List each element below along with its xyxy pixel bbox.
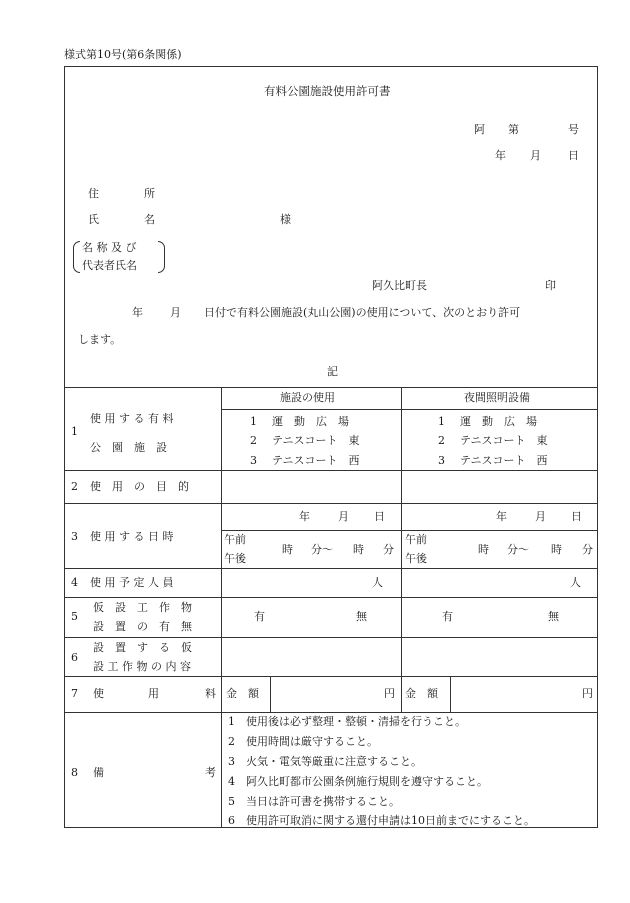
note-2: 2 使用時間は厳守すること。 [228,735,378,748]
use-time-hour2: 時 [353,543,364,556]
body-year: 年 [132,306,143,319]
ki-mark: 記 [327,365,338,378]
use-time-am: 午前 [224,533,246,546]
body-line2: します。 [78,333,122,346]
note-5: 5 当日は許可書を携帯すること。 [228,795,400,808]
use-date-month: 月 [338,510,349,523]
row3-date-rule [221,530,598,531]
document-title: 有料公園施設使用許可書 [264,84,391,98]
lighting-option-3-num: 3 [438,454,445,467]
lighting-amount-currency: 円 [582,687,593,700]
issue-year-label: 年 [495,149,506,162]
form-number: 様式第10号(第6条関係) [64,48,182,61]
facility-structure-no: 無 [356,610,367,623]
col-header-night-lighting: 夜間照明設備 [464,391,530,404]
amount-right-rule [450,676,451,712]
facility-people-unit: 人 [372,576,383,589]
issuer-prefix: 阿 [474,123,485,136]
row3-bottom-rule [64,568,598,569]
honorific-sama: 様 [280,213,291,226]
row7-label-1: 使 [93,687,104,700]
issue-day-label: 日 [568,149,579,162]
row8-label-2: 考 [205,766,216,779]
middle-column-rule [401,387,402,712]
facility-option-1-num: 1 [250,415,257,428]
note-6: 6 使用許可取消に関する還付申請は10日前までにすること。 [228,814,535,827]
amount-left-rule [270,676,271,712]
row7-bottom-rule [64,712,598,713]
lighting-date-day: 日 [571,510,582,523]
row5-number: 5 [71,610,78,623]
name-label-2: 名 [144,213,155,226]
facility-option-2-text: テニスコート 東 [272,434,360,447]
facility-option-2-num: 2 [250,434,257,447]
name-label-1: 氏 [88,213,99,226]
row1-label-line1: 使 用 す る 有 料 [90,412,174,425]
org-bracket-right [158,241,165,273]
use-time-minute: 分 [383,543,394,556]
lighting-option-2-text: テニスコート 東 [460,434,548,447]
facility-amount-label: 金 額 [226,687,259,700]
header-bottom-rule [221,409,598,410]
lighting-time-minute: 分 [582,543,593,556]
table-top-rule [64,387,598,388]
row2-bottom-rule [64,503,598,504]
row5-bottom-rule [64,637,598,638]
row1-number: 1 [71,425,78,438]
lighting-structure-no: 無 [548,610,559,623]
note-1: 1 使用後は必ず整理・整頓・清掃を行うこと。 [228,715,466,728]
lighting-time-am: 午前 [405,533,427,546]
lighting-time-hour: 時 [478,543,489,556]
row6-number: 6 [71,651,78,664]
body-month: 月 [170,306,181,319]
org-label-line2: 代表者氏名 [82,259,137,272]
col-header-facility-use: 施設の使用 [280,391,335,404]
lighting-structure-yes: 有 [442,610,453,623]
lighting-option-1-num: 1 [438,415,445,428]
use-time-minute-range: 分～ [311,543,333,556]
use-date-year: 年 [299,510,310,523]
row8-number: 8 [71,766,78,779]
label-column-rule [221,387,222,828]
org-label-line1: 名 称 及 び [82,241,137,254]
row6-label-line2: 設 工 作 物 の 内 容 [93,660,191,673]
lighting-time-hour2: 時 [551,543,562,556]
org-bracket-left [73,241,80,273]
number-mark: 第 [508,123,519,136]
number-suffix: 号 [568,123,579,136]
lighting-option-3-text: テニスコート 西 [460,454,548,467]
facility-option-1-text: 運 動 広 場 [272,415,349,428]
address-label-1: 住 [88,187,99,200]
note-4: 4 阿久比町都市公園条例施行規則を遵守すること。 [228,775,488,788]
row4-number: 4 [71,576,78,589]
use-time-hour: 時 [282,543,293,556]
lighting-amount-label: 金 額 [405,687,438,700]
row5-label-line1: 仮 設 工 作 物 [93,601,192,614]
row5-label-line2: 設 置 の 有 無 [93,620,192,633]
facility-amount-currency: 円 [384,687,395,700]
lighting-date-month: 月 [535,510,546,523]
row1-label-line2: 公 園 施 設 [90,441,167,454]
facility-option-3-num: 3 [250,454,257,467]
row8-label-1: 備 [93,766,104,779]
authority-name: 阿久比町長 [372,279,427,292]
row6-bottom-rule [64,676,598,677]
row3-label: 使 用 す る 日 時 [90,530,174,543]
row2-label: 使 用 の 目 的 [90,480,189,493]
lighting-people-unit: 人 [570,576,581,589]
row6-label-line1: 設 置 す る 仮 [93,641,192,654]
row4-bottom-rule [64,597,598,598]
facility-option-3-text: テニスコート 西 [272,454,360,467]
row4-label: 使 用 予 定 人 員 [90,576,174,589]
body-line1-rest: 日付で有料公園施設(丸山公園)の使用について、次のとおり許可 [204,306,521,319]
row7-label-3: 料 [205,687,216,700]
lighting-option-2-num: 2 [438,434,445,447]
seal-mark: 印 [545,279,556,292]
lighting-time-pm: 午後 [405,552,427,565]
row1-bottom-rule [64,470,598,471]
row2-number: 2 [71,480,78,493]
use-time-pm: 午後 [224,552,246,565]
row7-label-2: 用 [148,687,159,700]
lighting-time-minute-range: 分～ [507,543,529,556]
row3-number: 3 [71,530,78,543]
lighting-date-year: 年 [496,510,507,523]
note-3: 3 火気・電気等厳重に注意すること。 [228,755,422,768]
issue-month-label: 月 [530,149,541,162]
use-date-day: 日 [374,510,385,523]
lighting-option-1-text: 運 動 広 場 [460,415,537,428]
address-label-2: 所 [144,187,155,200]
facility-structure-yes: 有 [254,610,265,623]
row7-number: 7 [71,687,78,700]
